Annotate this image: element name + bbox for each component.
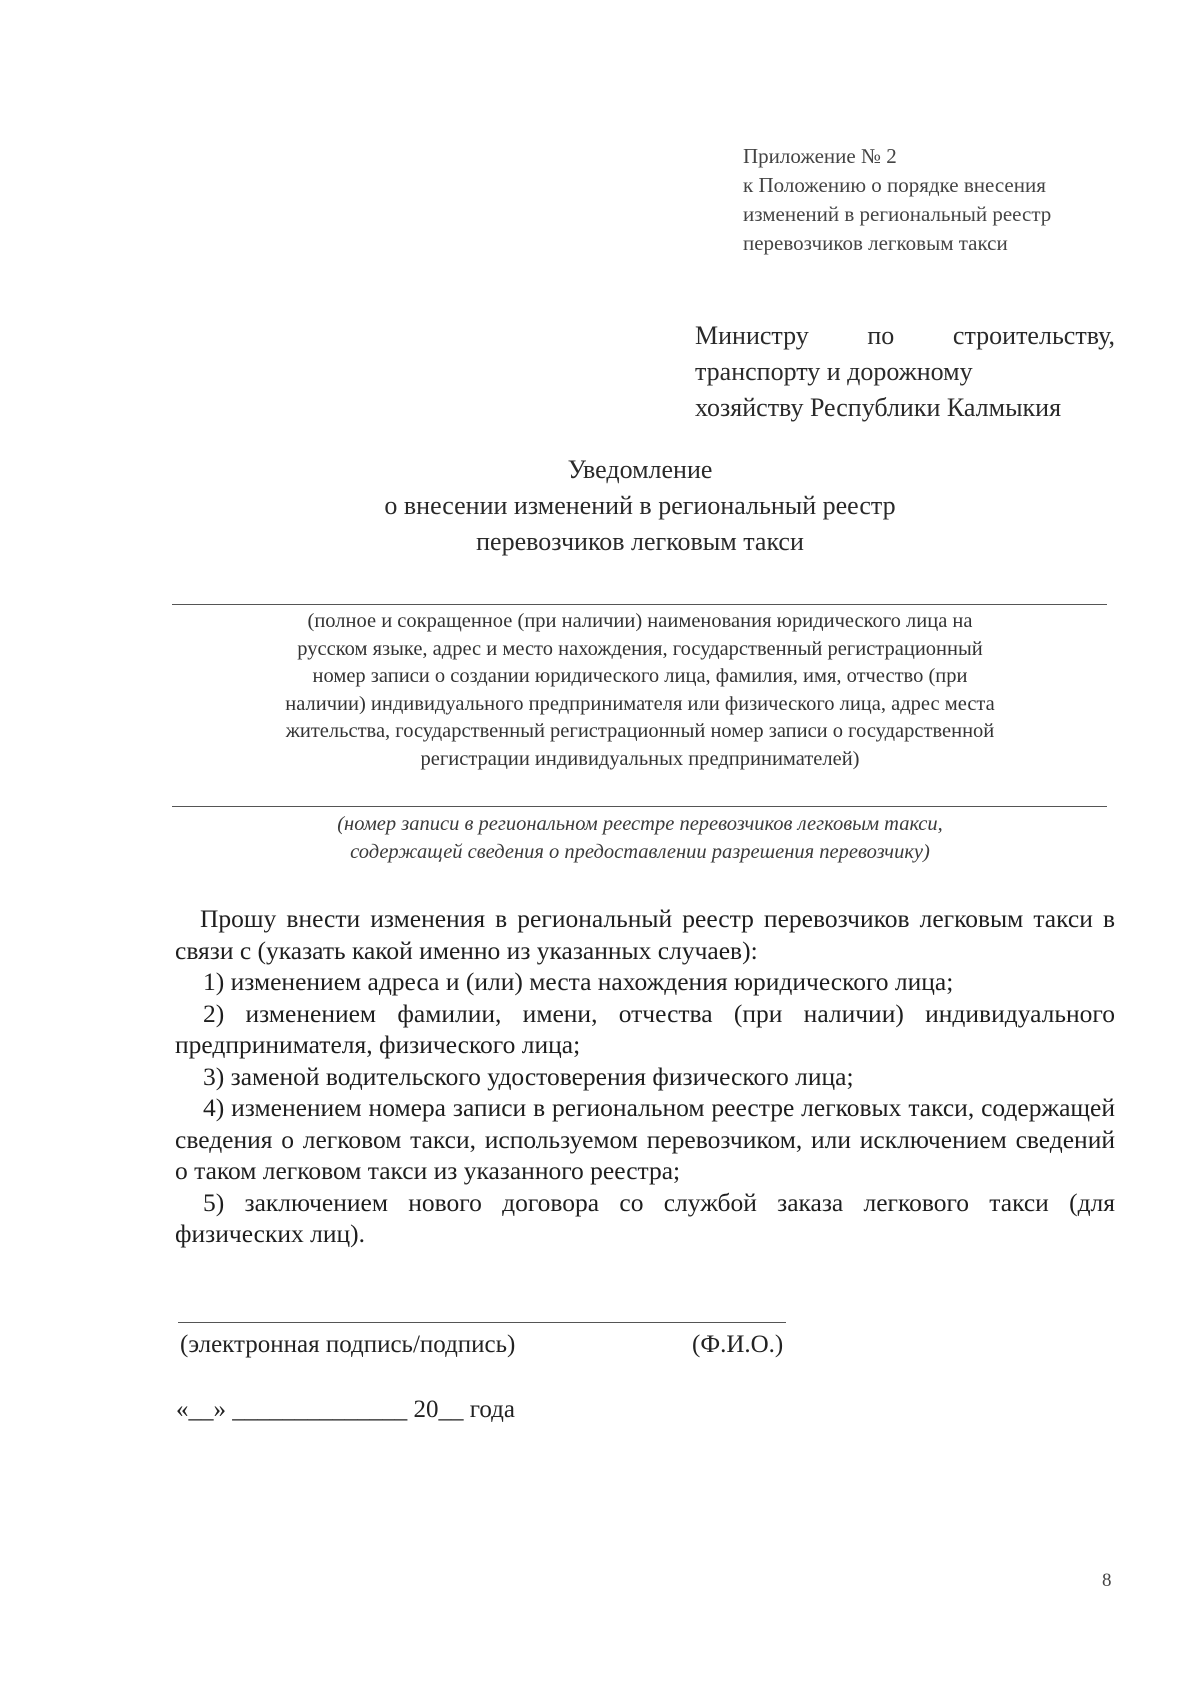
appendix-line: к Положению о порядке внесения (743, 173, 1046, 197)
addressee-line: транспорту и дорожному (695, 357, 973, 386)
appendix-line: Приложение № 2 (743, 144, 897, 168)
signature-fill-line (178, 1322, 786, 1323)
addressee-line: хозяйству Республики Калмыкия (695, 393, 1062, 422)
applicant-fill-line (172, 604, 1107, 605)
registry-number-fill-line (172, 806, 1107, 807)
case-item: 4) изменением номера записи в региональном реестре легковых такси, содержащей сведения о легковом такси, используемом перевозчиком, или исключением сведений о таком легковом такси из указанного реестра; (175, 1093, 1115, 1185)
full-name-label: (Ф.И.О.) (692, 1331, 784, 1358)
applicant-caption (175, 608, 1105, 773)
appendix-line: перевозчиков легковым такси (743, 231, 1008, 255)
document-title (170, 452, 1110, 560)
caption-line: русском языке, адрес и место нахождения, государственный регистрационный (297, 637, 983, 660)
case-item: 2) изменением фамилии, имени, отчества (при наличии) индивидуального предпринимателя, физического лица; (175, 998, 1115, 1059)
caption-line: наличии) индивидуального предпринимателя или физического лица, адрес места (285, 692, 995, 715)
case-item: 3) заменой водительского удостоверения физического лица; (203, 1061, 854, 1091)
addressee-line: Министру по строительству, (695, 321, 1115, 350)
page-number: 8 (1102, 1570, 1112, 1591)
title-line: перевозчиков легковым такси (476, 527, 804, 556)
registry-number-caption (175, 811, 1105, 866)
request-body (175, 903, 1115, 1250)
caption-line: (полное и сокращенное (при наличии) наименования юридического лица на (307, 610, 973, 632)
title-line: о внесении изменений в региональный реестр (384, 491, 896, 520)
caption-line: регистрации индивидуальных предпринимателей) (420, 747, 860, 770)
caption-line: (номер записи в региональном реестре перевозчиков легковым такси, (337, 813, 943, 835)
title-line: Уведомление (567, 455, 713, 484)
appendix-line: изменений в региональный реестр (743, 202, 1052, 226)
appendix-header (743, 142, 1163, 258)
signature-label: (электронная подпись/подпись) (180, 1331, 516, 1358)
case-item: 1) изменением адреса и (или) места нахождения юридического лица; (203, 967, 954, 996)
caption-line: жительства, государственный регистрационный номер записи о государственной (285, 720, 995, 742)
date-field: «__» ______________ 20__ года (176, 1396, 515, 1423)
caption-line: содержащей сведения о предоставлении разрешения перевозчику) (350, 840, 930, 863)
case-item: 5) заключением нового договора со службой заказа легкового такси (для физических лиц). (175, 1187, 1115, 1248)
caption-line: номер записи о создании юридического лица, фамилия, имя, отчество (при (312, 665, 968, 687)
addressee-block (695, 318, 1115, 426)
request-intro: Прошу внести изменения в региональный реестр перевозчиков легковым такси в связи с (указать какой именно из указанных случаев): (175, 904, 1115, 965)
